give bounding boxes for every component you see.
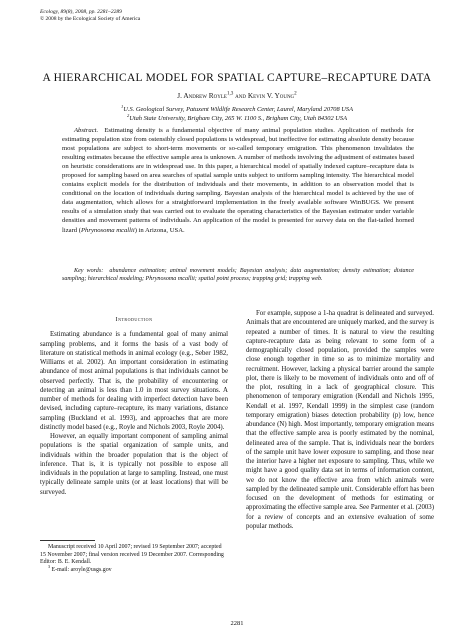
author-1: J. Andrew Royle [177,91,227,100]
journal-citation: Ecology, 89(8), 2008, pp. 2281–2289 [40,9,122,15]
paper-title: A HIERARCHICAL MODEL FOR SPATIAL CAPTURE–RECAPTURE DATA [42,72,432,84]
affiliation-1-sup: 1 [121,103,124,109]
author-2-sup: 2 [294,90,297,97]
author-2: Kevin V. Young [247,91,295,100]
abstract-species: Phrynosoma mcallii [81,226,135,234]
page-number: 2281 [230,620,244,627]
footnote-email-text: E-mail: aroyle@usgs.gov [50,566,112,573]
left-column [40,315,228,497]
footnote-received: Manuscript received 10 April 2007; revised 19 September 2007; accepted 15 November 2007; final version received 19 December 2007. Corresponding Editor: B. E. Kendall. [40,544,224,566]
affiliation-1-text: U.S. Geological Survey, Patuxent Wildlife Research Center, Laurel, Maryland 20708 USA [123,106,353,113]
affiliation-2-text: Utah State University, Brigham City, 265 W. 1100 S., Brigham City, Utah 84302 USA [129,114,348,122]
footnote [40,544,228,574]
right-column [246,309,434,531]
section-heading-introduction: Introduction [115,316,153,323]
author-line [40,91,434,100]
abstract-label: Abstract. [74,127,99,134]
intro-paragraph-2: However, an equally important component of sampling animal populations is the spatial organization of sample units, and individuals within the broader population that is the object of inference. That is, it is typically not possible to expose all individuals in the population at large to sampling. Instead, one must typically delineate sample units (or at least locations) that will be surveyed. [40,433,228,496]
footnote-email [40,563,228,575]
abstract [62,126,414,235]
footnote-email-sup: 3 [48,563,51,569]
journal-header [40,9,340,23]
affiliations [40,103,434,123]
author-connector: and [233,91,248,100]
copyright-line: © 2008 by the Ecological Society of America [40,16,141,22]
keywords-text: abundance estimation; animal movement models; Bayesian analysis; data augmentation; density estimation; distance sampling; hierarchical modeling; Phrynosoma mcallii; spatial point process; trapping grid; trapping web. [62,268,415,283]
author-1-sup: 1,3 [226,90,234,97]
footnote-divider [40,540,95,541]
right-paragraph-1: For example, suppose a 1-ha quadrat is delineated and surveyed. Animals that are encountered are uniquely marked, and the survey is repeated a number of times. It is natural to view the resulting capture-recapture data as being relevant to some form of a demographically closed population, provided the samples were close enough together in time so as to minimize mortality and recruitment. However, lacking a physical barrier around the sample plot, there is likely to be movement of individuals onto and off of the plot, resulting in a lack of geographical closure. This phenomenon of temporary emigration (Kendall and Nichols 1995, Kendall et al. 1997, Kendall 1999) in the simplest case (random temporary emigration) biases detection probability (p) low, hence abundance (N) high. Most importantly, temporary emigration means that the effective sample area is poorly estimated by the nominal, delineated area of the sample. That is, individuals near the borders of the sample unit have lower exposure to sampling, and those near the interior have a higher net exposure to sampling. Thus, while we might have a good quality data set in terms of information content, we do not know the effective area from which animals were sampled by the delineated sample unit. Considerable effort has been focused on the development of methods for estimating or approximating the effective sample area. See Parmenter et al. (2003) for a review of concepts and an extensive evaluation of some popular methods. [246,310,434,530]
abstract-text: Estimating density is a fundamental objective of many animal population studies. Application of methods for estimating population size from ostensibly closed populations is widespread, but ineffective for estimating absolute density because most populations are subject to short-term movements or so-called temporary emigration. This phenomenon invalidates the resulting estimates because the effective sample area is unknown. A number of methods involving the adjustment of estimates based on heuristic considerations are in widespread use. In this paper, a hierarchical model of spatially indexed capture–recapture data is proposed for sampling based on area searches of spatial sample units subject to uniform sampling intensity. The hierarchical model contains explicit models for the distribution of individuals and their movements, in addition to an observation model that is conditional on the location of individuals during sampling. Bayesian analysis of the hierarchical model is achieved by the use of data augmentation, which allows for a straightforward implementation in the freely available software WinBUGS. We present results of a simulation study that was carried out to evaluate the operating characteristics of the Bayesian estimator under variable densities and movement patterns of individuals. An application of the model is presented for survey data on the flat-tailed horned lizard ( [62,127,414,234]
affiliation-2-sup: 2 [126,112,130,118]
keywords [62,267,414,283]
affiliation-2 [40,112,434,124]
abstract-text-end: ) in Arizona, USA. [134,226,185,234]
intro-paragraph-1: Estimating abundance is a fundamental goal of many animal sampling problems, and it forms the basis of a vast body of literature on statistical methods in animal ecology (e.g., Seber 1982, Williams et al. 2002). An important consideration in estimating abundance of most animal populations is that individuals cannot be observed perfectly. That is, the probability of encountering or detecting an animal is less than 1.0 in most survey situations. A number of methods for dealing with imperfect detection have been devised, including capture–recapture, its many variations, distance sampling (Buckland et al. 1993), and approaches that are more distinctly model based (e.g., Royle and Nichols 2003, Royle 2004). [40,331,228,431]
keywords-label: Key words: [74,268,104,274]
